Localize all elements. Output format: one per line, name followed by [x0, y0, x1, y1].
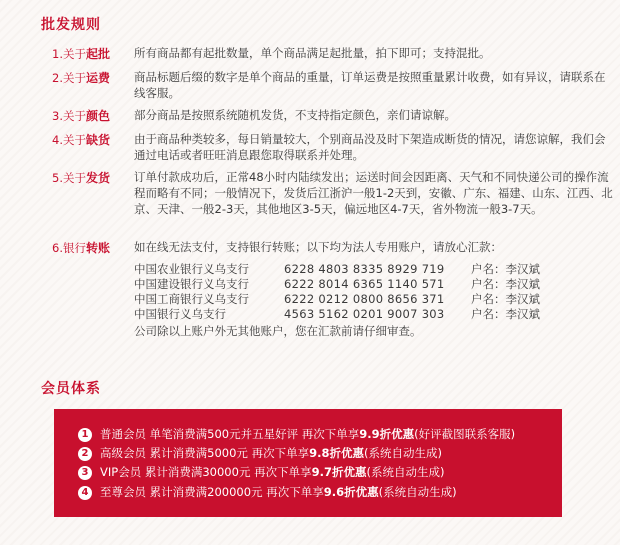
tier-then: 再次下单享 — [301, 427, 360, 441]
account-number: 6222 8014 6365 1140 571 — [284, 277, 445, 291]
rule-text: 如在线无法支付，支持银行转账；以下均为法人专用账户，请放心汇款： — [134, 240, 502, 254]
tier-level: 高级会员 — [100, 446, 146, 460]
rule-label: 1.关于起批 — [52, 47, 110, 61]
membership-tier-row — [78, 425, 515, 443]
tier-number-badge: 1 — [78, 428, 92, 442]
tier-extra: (好评截图联系客服) — [414, 427, 516, 441]
tier-extra: (系统自动生成) — [366, 465, 445, 479]
bank-name: 中国工商银行义乌支行 — [134, 292, 249, 306]
bank-account-row — [134, 292, 554, 307]
tier-condition: 累计消费满200000元 — [149, 485, 263, 499]
tier-condition: 累计消费满30000元 — [144, 465, 251, 479]
bank-account-row — [134, 307, 554, 322]
rule-label: 6.银行转账 — [52, 241, 110, 255]
bank-account-row — [134, 277, 554, 292]
bank-name: 中国农业银行义乌支行 — [134, 262, 249, 276]
bank-name: 中国建设银行义乌支行 — [134, 277, 249, 291]
rule-text: 商品标题后缀的数字是单个商品的重量，订单运费是按照重量累计收费，如有异议，请联系在线客服。 — [134, 70, 606, 100]
tier-extra: (系统自动生成) — [378, 485, 457, 499]
account-holder: 户名：李汉斌 — [471, 262, 540, 276]
membership-tier-row — [78, 444, 442, 462]
account-number: 6222 0212 0800 8656 371 — [284, 292, 445, 306]
bank-name: 中国银行义乌支行 — [134, 307, 226, 321]
tier-discount: 9.7折优惠 — [311, 465, 367, 479]
tier-extra: (系统自动生成) — [363, 446, 442, 460]
account-note: 公司除以上账户外无其他账户，您在汇款前请仔细审查。 — [134, 324, 422, 338]
rule-label: 3.关于颜色 — [52, 109, 110, 123]
tier-then: 再次下单享 — [254, 465, 312, 479]
rule-text: 订单付款成功后，正常48小时内陆续发出；运送时间会因距离、天气和不同快递公司的操作流程而略有不同；一般情况下，发货后江浙沪一般1-2天到，安徽、广东、福建、山东、江西、北京、天津、一般2-3天，其他地区3-5天，偏远地区4-7天，省外物流一般3-7天。 — [134, 170, 613, 216]
membership-tier-row — [78, 463, 444, 481]
tier-then: 再次下单享 — [251, 446, 310, 460]
account-number: 6228 4803 8335 8929 719 — [284, 262, 445, 276]
account-holder: 户名：李汉斌 — [471, 307, 540, 321]
wholesale-rules-title: 批发规则 — [41, 17, 101, 33]
tier-then: 再次下单享 — [266, 485, 324, 499]
tier-condition: 累计消费满5000元 — [149, 446, 248, 460]
rule-text: 由于商品种类较多，每日销量较大，个别商品没及时下架造成断货的情况，请您谅解，我们会通过电话或者旺旺消息跟您取得联系并处理。 — [134, 132, 606, 162]
tier-discount: 9.8折优惠 — [309, 446, 364, 460]
tier-level: 至尊会员 — [100, 485, 146, 499]
rule-label: 2.关于运费 — [52, 71, 110, 85]
bank-account-list — [134, 262, 554, 322]
account-holder: 户名：李汉斌 — [471, 292, 540, 306]
rule-text: 部分商品是按照系统随机发货，不支持指定颜色，亲们请谅解。 — [134, 108, 456, 122]
tier-discount: 9.6折优惠 — [323, 485, 379, 499]
membership-tier-row — [78, 483, 457, 501]
rule-label: 4.关于缺货 — [52, 133, 110, 147]
rule-label: 5.关于发货 — [52, 171, 110, 185]
tier-condition: 单笔消费满500元并五星好评 — [149, 427, 299, 441]
account-holder: 户名：李汉斌 — [471, 277, 540, 291]
tier-level: VIP会员 — [100, 465, 142, 479]
account-number: 4563 5162 0201 9007 303 — [284, 307, 445, 321]
bank-account-row — [134, 262, 554, 277]
rule-text: 所有商品都有起批数量，单个商品满足起批量，拍下即可；支持混批。 — [134, 46, 491, 60]
membership-panel — [54, 409, 562, 517]
tier-level: 普通会员 — [100, 427, 146, 441]
tier-number-badge: 3 — [78, 466, 92, 480]
tier-discount: 9.9折优惠 — [359, 427, 415, 441]
tier-number-badge: 2 — [78, 447, 92, 461]
membership-title: 会员体系 — [41, 381, 101, 397]
tier-number-badge: 4 — [78, 486, 92, 500]
